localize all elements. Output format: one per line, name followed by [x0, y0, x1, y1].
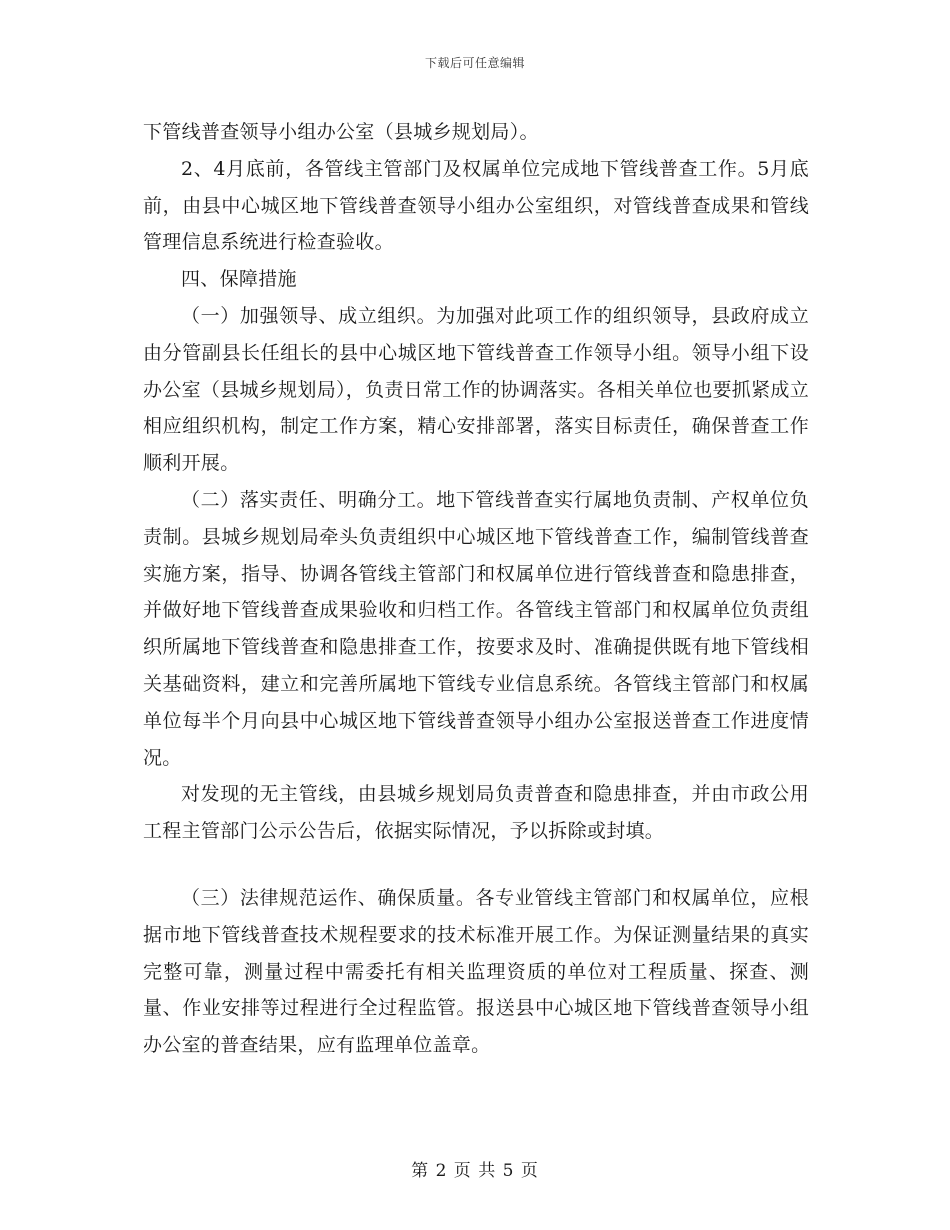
paragraph-measure-2: （二）落实责任、明确分工。地下管线普查实行属地负责制、产权单位负责制。县城乡规划局牵头负责组织中心城区地下管线普查工作，编制管线普查实施方案，指导、协调各管线主管部门和权属单位进行管线普查和隐患排查，并做好地下管线普查成果验收和归档工作。各管线主管部门和权属单位负责组织所属地下管线普查和隐患排查工作，按要求及时、准确提供既有地下管线相关基础资料，建立和完善所属地下管线专业信息系统。各管线主管部门和权属单位每半个月向县中心城区地下管线普查领导小组办公室报送普查工作进度情况。	[143, 488, 809, 769]
document-body	[143, 114, 809, 1064]
paragraph-measure-1: （一）加强领导、成立组织。为加强对此项工作的组织领导，县政府成立由分管副县长任组长的县中心城区地下管线普查工作领导小组。领导小组下设办公室（县城乡规划局），负责日常工作的协调落实。各相关单位也要抓紧成立相应组织机构，制定工作方案，精心安排部署，落实目标责任，确保普查工作顺利开展。	[143, 304, 810, 475]
paragraph-measure-3: （三）法律规范运作、确保质量。各专业管线主管部门和权属单位，应根据市地下管线普查技术规程要求的技术标准开展工作。为保证测量结果的真实完整可靠，测量过程中需委托有相关监理资质的单位对工程质量、探查、测量、作业安排等过程进行全过程监管。报送县中心城区地下管线普查领导小组办公室的普查结果，应有监理单位盖章。	[143, 886, 809, 1057]
section-heading-safeguards: 四、保障措施	[181, 268, 297, 291]
paragraph-ownerless-pipelines: 对发现的无主管线，由县城乡规划局负责普查和隐患排查，并由市政公用工程主管部门公示公告后，依据实际情况，予以拆除或封填。	[143, 783, 809, 843]
paragraph-continuation: 下管线普查领导小组办公室（县城乡规划局）。	[143, 121, 539, 143]
page-number: 第 2 页 共 5 页	[411, 1161, 539, 1181]
paragraph-schedule-item-2: 2、4月底前，各管线主管部门及权属单位完成地下管线普查工作。5月底前，由县中心城区地下管线普查领导小组办公室组织，对管线普查成果和管线管理信息系统进行检查验收。	[143, 157, 809, 254]
page-header-note: 下载后可任意编辑	[424, 56, 525, 70]
